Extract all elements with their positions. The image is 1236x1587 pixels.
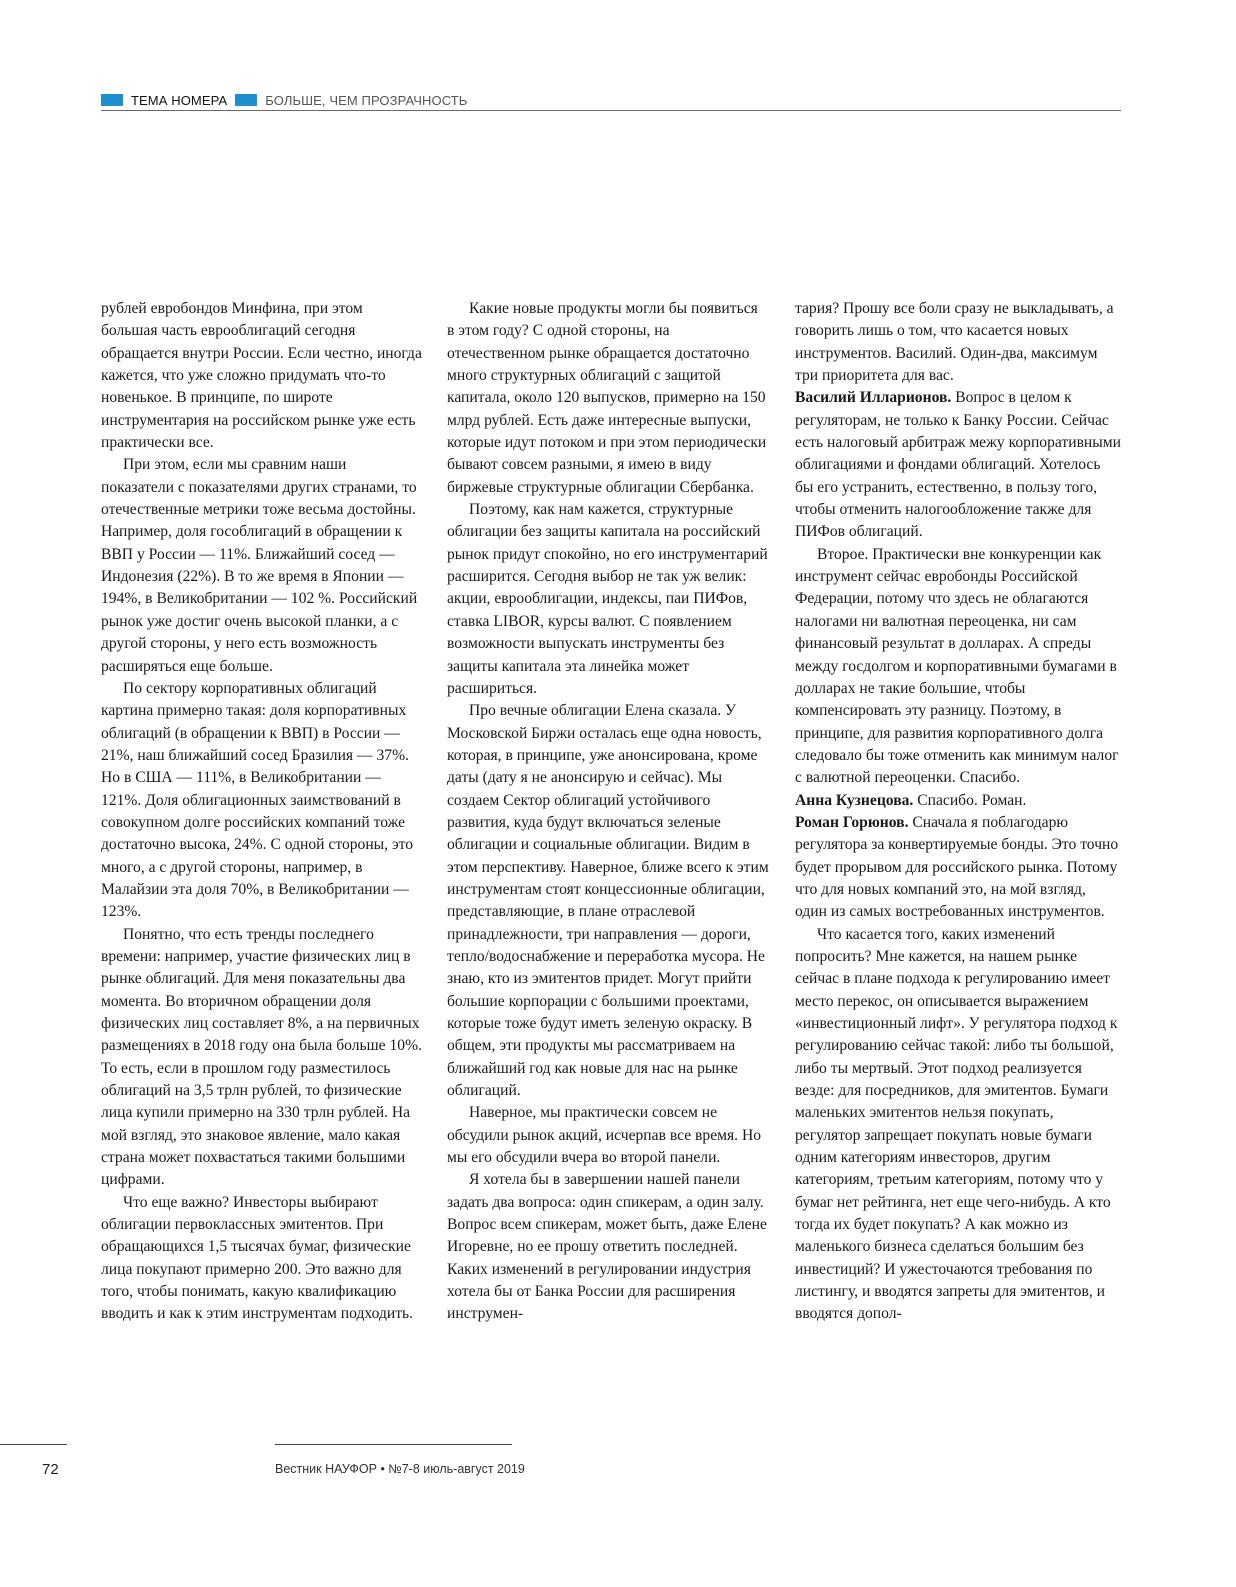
article-body: [101, 298, 1121, 1398]
column-2: [447, 298, 769, 1326]
speaker-name: Василий Илларионов.: [795, 389, 952, 407]
column-1: [101, 298, 423, 1326]
speaker-text: Сначала я поблагодарю регулятора за конвертируемые бонды. Это точно будет прорывом для российского рынка. Потому что для новых компаний это, на мой взгляд, один из самых востребованных инструментов.: [795, 813, 1119, 921]
footer-rule-center: [275, 1444, 512, 1445]
paragraph: Что касается того, каких изменений попросить? Мне кажется, на нашем рынке сейчас в плане подхода к регулированию имеет место перекос, он описывается выражением «инвестиционный лифт». У регулятора подход к регулированию сейчас такой: либо ты большой, либо ты мертвый. Этот подход реализуется везде: для посредников, для эмитентов. Бумаги маленьких эмитентов нельзя покупать, регулятор запрещает покупать новые бумаги одним категориям инвесторов, другим категориям, третьим категориям, потому что у бумаг нет рейтинга, нет еще чего-нибудь. А кто тогда их будет покупать? А как можно из маленького бизнеса сделаться большим без инвестиций? И ужесточаются требования по листингу, и вводятся запреты для эмитентов, и вводятся допол-: [795, 925, 1118, 1323]
subrubric-marker: [235, 94, 257, 106]
speaker-text: Спасибо. Роман.: [913, 791, 1027, 809]
speaker-name: Анна Кузнецова.: [795, 791, 914, 809]
header-divider: [101, 110, 1121, 111]
footer-rule-left: [0, 1444, 67, 1445]
paragraph: По сектору корпоративных облигаций картина примерно такая: доля корпоративных облигаций (в обращении к ВВП) в России — 21%, наш ближайший сосед Бразилия — 37%. Но в США — 111%, в Великобритании — 121%. Доля облигационных заимствований в совокупном долге российских компаний тоже достаточно высока, 24%. С одной стороны, это много, а с другой стороны, например, в Малайзии эта доля 70%, в Великобритании — 123%.: [101, 679, 414, 921]
publication-title: Вестник НАУФОР • №7-8 июль-август 2019: [275, 1462, 525, 1476]
speaker-remark: [795, 790, 1121, 812]
paragraph: Какие новые продукты могли бы появиться в этом году? С одной стороны, на отечественном рынке обращается достаточно много структурных облигаций с защитой капитала, около 120 выпусков, примерно на 150 млрд рублей. Есть даже интересные выпуски, которые идут потоком и при этом периодически бывают совсем разными, я имею в виду биржевые структурные облигации Сбербанка.: [447, 300, 767, 496]
paragraph: Понятно, что есть тренды последнего времени: например, участие физических лиц в рынке облигаций. Для меня показательны два момента. Во вторичном обращении доля физических лиц составляет 8%, а на первичных размещениях в 2018 году она была больше 10%. То есть, если в прошлом году разместилось облигаций на 3,5 трлн рублей, то физические лица купили примерно на 330 трлн рублей. На мой взгляд, это знаковое явление, мало какая страна может похвастаться такими большими цифрами.: [101, 925, 422, 1189]
paragraph: Наверное, мы практически совсем не обсудили рынок акций, исчерпав все время. Но мы его обсудили вчера во второй панели.: [447, 1104, 762, 1167]
rubric-marker: [101, 94, 123, 106]
paragraph: тария? Прошу все боли сразу не выкладывать, а говорить лишь о том, что касается новых инструментов. Василий. Один-два, максимум три приоритета для вас.: [795, 300, 1114, 385]
article-title: БОЛЬШЕ, ЧЕМ ПРОЗРАЧНОСТЬ: [265, 92, 468, 108]
column-3: [795, 298, 1121, 1326]
paragraph: Поэтому, как нам кажется, структурные облигации без защиты капитала на российский рынок придут спокойно, но его инструментарий расширится. Сегодня выбор не так уж велик: акции, еврооблигации, индексы, паи ПИФов, ставка LIBOR, курсы валют. С появлением возможности выпускать инструменты без защиты капитала эта линейка может расшириться.: [447, 501, 768, 697]
speaker-name: Роман Горюнов.: [795, 813, 909, 831]
speaker-remark: [795, 387, 1121, 543]
paragraph: При этом, если мы сравним наши показатели с показателями других странами, то отечественные метрики тоже весьма достойны. Например, доля гособлигаций в обращении к ВВП у России — 11%. Ближайший сосед — Индонезия (22%). В то же время в Японии — 194%, в Великобритании — 102 %. Российский рынок уже достиг очень высокой планки, а с другой стороны, у него есть возможность расширяться еще больше.: [101, 456, 418, 675]
paragraph: Что еще важно? Инвесторы выбирают облигации первоклассных эмитентов. При обращающихся 1,5 тысячах бумаг, физические лица покупают примерно 200. Это важно для того, чтобы понимать, какую квалификацию вводить и как к этим инструментам подходить.: [101, 1193, 414, 1323]
paragraph: Про вечные облигации Елена сказала. У Московской Биржи осталась еще одна новость, которая, в принципе, уже анонсирована, кроме даты (дату я не анонсирую и сейчас). Мы создаем Сектор облигаций устойчивого развития, куда будут включаться зеленые облигации и социальные облигации. Видим в этом перспективу. Наверное, ближе всего к этим инструментам стоят концессионные облигации, представляющие, в плане отраслевой принадлежности, три направления — дороги, тепло/водоснабжение и переработка мусора. Не знаю, кто из эмитентов придет. Могут прийти большие корпорации с большими проектами, которые тоже будут иметь зеленую окраску. В общем, эти продукты мы рассматриваем на ближайший год как новые для нас на рынке облигаций.: [447, 702, 769, 1100]
page-number: 72: [42, 1461, 59, 1478]
paragraph: Я хотела бы в завершении нашей панели задать два вопроса: один спикерам, а один залу. Вопрос всем спикерам, может быть, даже Елене Игоревне, но ее прошу ответить последней. Каких изменений в регулировании индустрия хотела бы от Банка России для расширения инструмен-: [447, 1171, 767, 1323]
speaker-remark: [795, 812, 1121, 924]
speaker-text: Вопрос в целом к регуляторам, не только к Банку России. Сейчас есть налоговый арбитраж межу корпоративными облигациями и фондами облигаций. Хотелось бы его устранить, естественно, в пользу того, чтобы отменить налогообложение также для ПИФов облигаций.: [795, 389, 1121, 541]
page-header: [101, 90, 1121, 110]
paragraph: Второе. Практически вне конкуренции как инструмент сейчас евробонды Российской Федерации, потому что здесь не облагаются налогами ни валютная переоценка, ни сам финансовый результат в долларах. А спреды между госдолгом и корпоративными бумагами в долларах не такие большие, чтобы компенсировать эту разницу. Поэтому, в принципе, для развития корпоративного долга следовало бы тоже отменить как минимум налог с валютной переоценки. Спасибо.: [795, 545, 1119, 787]
paragraph: рублей евробондов Минфина, при этом большая часть еврооблигаций сегодня обращается внутри России. Если честно, иногда кажется, что уже сложно придумать что-то новенькое. В принципе, по широте инструментария на российском рынке уже есть практически все.: [101, 300, 422, 452]
rubric-title: ТЕМА НОМЕРА: [131, 92, 228, 108]
